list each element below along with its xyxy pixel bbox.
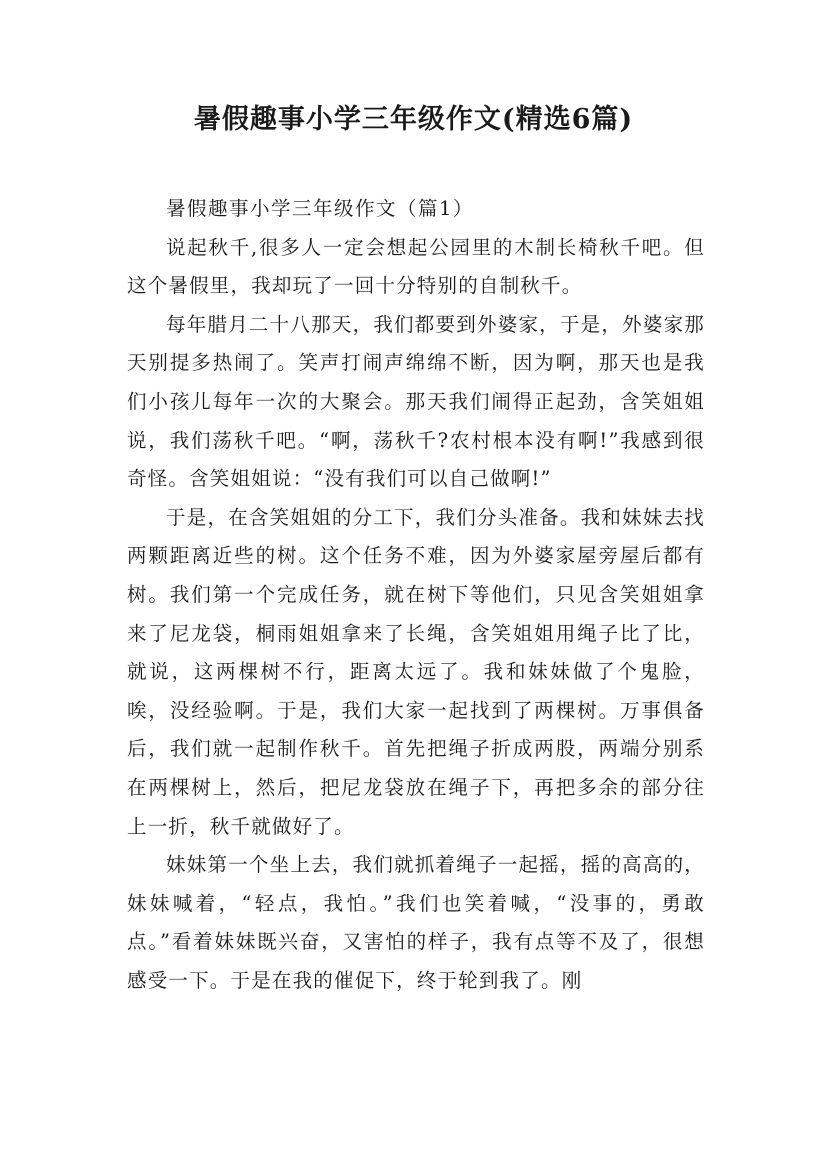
document-title: 暑假趣事小学三年级作文(精选6篇) bbox=[193, 104, 634, 135]
paragraph-3: 于是，在含笑姐姐的分工下，我们分头准备。我和妹妹去找两颗距离近些的树。这个任务不难，因为外婆家屋旁屋后都有树。我们第一个完成任务，就在树下等他们，只见含笑姐姐拿来了尼龙袋，桐雨姐姐拿来了长绳，含笑姐姐用绳子比了比，就说，这两棵树不行，距离太远了。我和妹妹做了个鬼脸，唉，没经验啊。于是，我们大家一起找到了两棵树。万事俱备后，我们就一起制作秋千。首先把绳子折成两股，两端分别系在两棵树上，然后，把尼龙袋放在绳子下，再把多余的部分往上一折，秋千就做好了。 bbox=[127, 505, 705, 838]
section-heading: 暑假趣事小学三年级作文（篇1） bbox=[166, 197, 474, 220]
paragraph-1: 说起秋千,很多人一定会想起公园里的木制长椅秋千吧。但这个暑假里，我却玩了一回十分特别的自制秋千。 bbox=[127, 235, 705, 298]
paragraph-2: 每年腊月二十八那天，我们都要到外婆家，于是，外婆家那天别提多热闹了。笑声打闹声绵绵不断，因为啊，那天也是我们小孩儿每年一次的大聚会。那天我们闹得正起劲，含笑姐姐说，我们荡秋千吧。“啊，荡秋千?农村根本没有啊!”我感到很奇怪。含笑姐姐说：“没有我们可以自己做啊!” bbox=[127, 312, 705, 491]
document-body bbox=[127, 190, 705, 1000]
paragraph-4: 妹妹第一个坐上去，我们就抓着绳子一起摇，摇的高高的，妹妹喊着，“轻点，我怕。”我们也笑着喊，“没事的，勇敢点。”看着妹妹既兴奋，又害怕的样子，我有点等不及了，很想感受一下。于是在我的催促下，终于轮到我了。刚 bbox=[127, 853, 705, 992]
